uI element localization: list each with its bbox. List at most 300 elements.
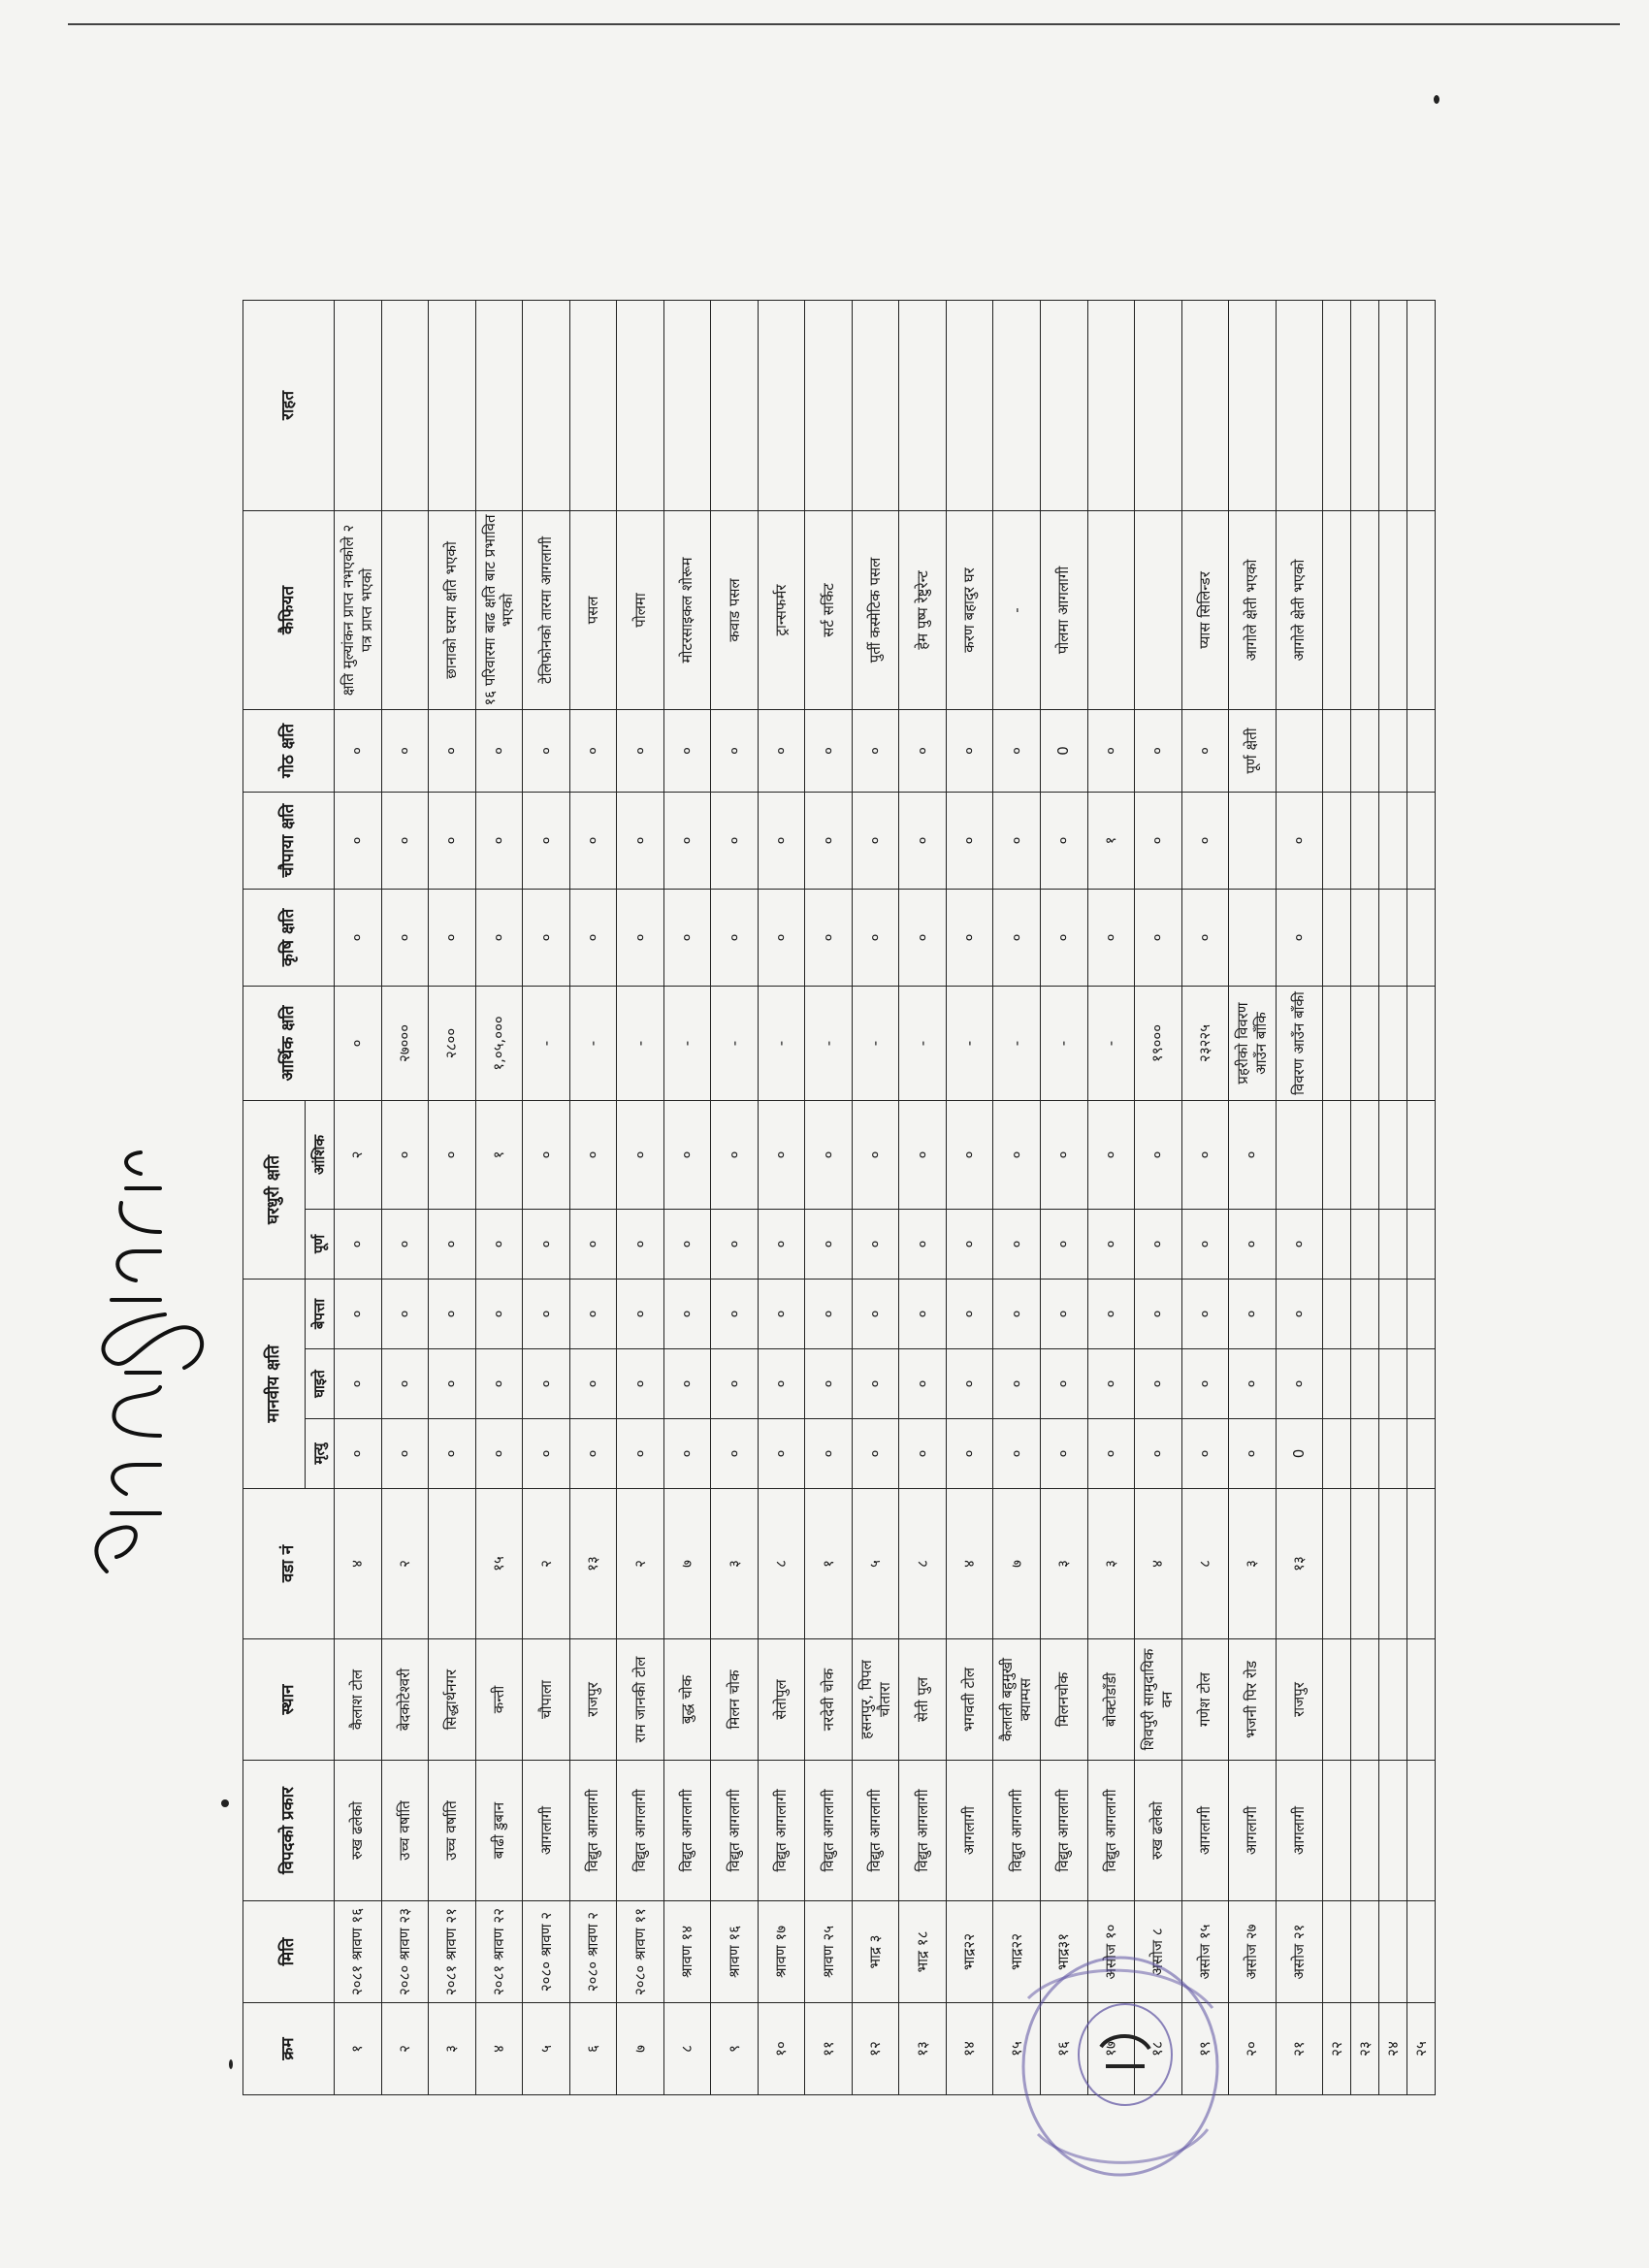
row-house-partial: ० [852,1100,899,1209]
row-house-full: ० [1229,1209,1277,1279]
row-missing: ० [1040,1279,1087,1348]
col-injured: घाइते [306,1349,335,1419]
row-shed-loss: ० [663,709,711,792]
row-house-partial: ० [899,1100,947,1209]
row-place: सेतोपुल [758,1639,805,1761]
row-type: उच्च वर्षाति [429,1761,476,1901]
row-agri-loss: ० [335,889,382,986]
row-econ-loss: प्रहरीको विवरण आउँन बाँकि [1229,986,1277,1100]
disaster-table [242,300,1436,2095]
row-dead: ० [663,1419,711,1489]
row-place: राम जानकी टोल [617,1639,664,1761]
row-agri-loss: ० [1181,889,1229,986]
row-missing: ० [1181,1279,1229,1348]
row-house-full: ० [852,1209,899,1279]
row-sn: १२ [852,2003,899,2095]
row-date: श्रावण १४ [663,1901,711,2003]
row-sn: २ [381,2003,429,2095]
row-relief [805,300,853,510]
row-dead [1378,1419,1406,1489]
row-house-partial: ० [663,1100,711,1209]
row-agri-loss: ० [1135,889,1182,986]
row-shed-loss: ० [758,709,805,792]
row-sn: ११ [805,2003,853,2095]
row-sn: २३ [1351,2003,1379,2095]
row-econ-loss: ० [335,986,382,1100]
row-ward: ८ [899,1489,947,1639]
row-agri-loss: ० [663,889,711,986]
table-row [993,300,1041,2094]
row-agri-loss: ० [805,889,853,986]
row-injured: ० [1135,1349,1182,1419]
col-livestock-loss: चौपाया क्षति [243,792,335,889]
row-date: २०८१ श्रावण १६ [335,1901,382,2003]
row-ward: १५ [475,1489,523,1639]
row-injured: ० [429,1349,476,1419]
row-missing: ० [899,1279,947,1348]
row-dead [1351,1419,1379,1489]
row-shed-loss: ० [569,709,617,792]
row-house-full: ० [1087,1209,1135,1279]
table-row [1406,300,1435,2094]
row-dead: ० [1087,1419,1135,1489]
row-econ-loss: २३२२५ [1181,986,1229,1100]
row-dead: ० [758,1419,805,1489]
row-livestock-loss: ० [1276,792,1323,889]
row-econ-loss: विवरण आउँन बाँकी [1276,986,1323,1100]
row-agri-loss [1351,889,1379,986]
table-row [1276,300,1323,2094]
row-type: विद्युत आगलागी [993,1761,1041,1901]
row-type: विद्युत आगलागी [569,1761,617,1901]
row-relief [1229,300,1277,510]
row-place: बेदकोटेश्वरी [381,1639,429,1761]
row-relief [381,300,429,510]
row-ward: ४ [1135,1489,1182,1639]
table-row [1181,300,1229,2094]
row-house-full: ० [663,1209,711,1279]
row-livestock-loss [1351,792,1379,889]
row-remarks [1378,510,1406,709]
row-place: राजपुर [1276,1639,1323,1761]
row-house-full: ० [569,1209,617,1279]
row-econ-loss: - [852,986,899,1100]
row-agri-loss: ० [381,889,429,986]
row-econ-loss: १,०५,००० [475,986,523,1100]
row-house-full [1323,1209,1351,1279]
table-row [1135,300,1182,2094]
row-agri-loss: ० [429,889,476,986]
row-econ-loss: - [523,986,570,1100]
row-agri-loss: ० [946,889,993,986]
row-house-partial: २ [335,1100,382,1209]
row-dead [1323,1419,1351,1489]
row-injured: ० [381,1349,429,1419]
row-shed-loss: ० [993,709,1041,792]
row-agri-loss: ० [1040,889,1087,986]
row-house-full [1406,1209,1435,1279]
row-house-full: ० [993,1209,1041,1279]
row-type [1351,1761,1379,1901]
row-place: भगवती टोल [946,1639,993,1761]
row-remarks: प्यास सिलिन्डर [1181,510,1229,709]
row-remarks: हेम पुष्प रेष्टुरेन्ट [899,510,947,709]
table-row [946,300,993,2094]
row-date [1323,1901,1351,2003]
row-ward: १३ [569,1489,617,1639]
row-missing: ० [1135,1279,1182,1348]
table-row [1040,300,1087,2094]
row-sn: ५ [523,2003,570,2095]
row-missing: ० [805,1279,853,1348]
row-livestock-loss: ० [1040,792,1087,889]
row-type: रुख ढलेको [1135,1761,1182,1901]
row-injured: ० [758,1349,805,1419]
row-ward: ३ [1087,1489,1135,1639]
row-relief [335,300,382,510]
row-livestock-loss: ० [569,792,617,889]
row-econ-loss: २८०० [429,986,476,1100]
row-remarks [1135,510,1182,709]
row-place [1406,1639,1435,1761]
row-relief [1135,300,1182,510]
row-relief [1323,300,1351,510]
row-place: चौपाला [523,1639,570,1761]
row-date: २०८१ श्रावण २२ [475,1901,523,2003]
row-sn: १८ [1135,2003,1182,2095]
row-date [1378,1901,1406,2003]
table-row [663,300,711,2094]
row-shed-loss: ० [617,709,664,792]
row-econ-loss: - [1040,986,1087,1100]
row-place: कन्ती [475,1639,523,1761]
row-injured: ० [805,1349,853,1419]
row-dead: ० [569,1419,617,1489]
row-date: असोज ८ [1135,1901,1182,2003]
row-livestock-loss: ० [993,792,1041,889]
row-shed-loss: ० [335,709,382,792]
row-remarks: क्षति मुल्यांकन प्राप्त नभएकोले २ पत्र प्राप्त भएको [335,510,382,709]
row-ward [1351,1489,1379,1639]
row-relief [617,300,664,510]
row-agri-loss: ० [523,889,570,986]
row-house-partial: ० [523,1100,570,1209]
row-dead: ० [711,1419,759,1489]
col-house-loss: घरधुरी क्षति [243,1100,306,1279]
col-sn: क्रम [243,2003,335,2095]
row-remarks [1351,510,1379,709]
row-remarks: टेलिफोनको तारमा आगलागी [523,510,570,709]
table-row [475,300,523,2094]
signature [68,1145,213,1591]
row-shed-loss: ० [1181,709,1229,792]
col-ward: वडा नं [243,1489,335,1639]
row-missing: ० [758,1279,805,1348]
row-dead: ० [993,1419,1041,1489]
col-place: स्थान [243,1639,335,1761]
row-house-partial: ० [381,1100,429,1209]
row-livestock-loss: ० [663,792,711,889]
row-house-partial: ० [569,1100,617,1209]
row-sn: २२ [1323,2003,1351,2095]
row-missing: ० [1229,1279,1277,1348]
row-place: कैलाश टोल [335,1639,382,1761]
col-dead: मृत्यु [306,1419,335,1489]
row-house-partial: ० [993,1100,1041,1209]
row-missing: ० [663,1279,711,1348]
row-agri-loss: ० [852,889,899,986]
row-agri-loss: ० [1087,889,1135,986]
row-type: आगलागी [946,1761,993,1901]
row-relief [993,300,1041,510]
row-remarks: पोलमा आगलागी [1040,510,1087,709]
row-relief [852,300,899,510]
row-econ-loss: - [711,986,759,1100]
row-sn: १४ [946,2003,993,2095]
row-missing [1406,1279,1435,1348]
row-shed-loss [1351,709,1379,792]
row-house-full [1378,1209,1406,1279]
row-sn: १९ [1181,2003,1229,2095]
row-dead: ० [381,1419,429,1489]
col-house-full: पूर्ण [306,1209,335,1279]
row-house-full: ० [1040,1209,1087,1279]
row-house-partial: ० [946,1100,993,1209]
col-remarks: कैफियत [243,510,335,709]
page-top-rule [68,23,1620,25]
row-house-partial [1276,1100,1323,1209]
row-place: बुद्ध चोक [663,1639,711,1761]
row-house-partial: ० [1181,1100,1229,1209]
row-date [1351,1901,1379,2003]
row-sn: ४ [475,2003,523,2095]
row-injured: ० [1276,1349,1323,1419]
row-livestock-loss: ० [946,792,993,889]
row-injured: ० [569,1349,617,1419]
row-relief [1181,300,1229,510]
row-injured [1351,1349,1379,1419]
row-sn: १ [335,2003,382,2095]
row-livestock-loss: ० [475,792,523,889]
row-dead: ० [335,1419,382,1489]
row-ward: ४ [335,1489,382,1639]
row-sn: १६ [1040,2003,1087,2095]
row-date: भाद्र२२ [993,1901,1041,2003]
row-agri-loss: ० [993,889,1041,986]
scan-speck [229,2059,233,2069]
row-livestock-loss: १ [1087,792,1135,889]
row-ward: २ [381,1489,429,1639]
row-dead: ० [805,1419,853,1489]
row-injured [1378,1349,1406,1419]
row-house-partial: ० [1229,1100,1277,1209]
row-house-full: ० [1135,1209,1182,1279]
row-place: राजपुर [569,1639,617,1761]
row-type: आगलागी [1229,1761,1277,1901]
table-row [852,300,899,2094]
table-row [899,300,947,2094]
row-remarks: पोलमा [617,510,664,709]
row-missing: ० [523,1279,570,1348]
col-shed-loss: गोठ क्षति [243,709,335,792]
row-econ-loss: - [946,986,993,1100]
row-relief [946,300,993,510]
row-injured: ० [617,1349,664,1419]
row-relief [523,300,570,510]
table-row [1378,300,1406,2094]
col-date: मिति [243,1901,335,2003]
row-place: गणेश टोल [1181,1639,1229,1761]
row-econ-loss: - [758,986,805,1100]
row-econ-loss: १९००० [1135,986,1182,1100]
row-ward: ७ [993,1489,1041,1639]
row-livestock-loss: ० [1181,792,1229,889]
row-house-partial: ० [805,1100,853,1209]
row-injured: ० [1229,1349,1277,1419]
row-missing: ० [617,1279,664,1348]
table-row [569,300,617,2094]
row-ward: ३ [711,1489,759,1639]
table-row [805,300,853,2094]
row-date: २०८० श्रावण २३ [381,1901,429,2003]
row-sn: ९ [711,2003,759,2095]
row-type: रुख ढलेको [335,1761,382,1901]
row-ward: ८ [1181,1489,1229,1639]
row-house-partial: ० [758,1100,805,1209]
table-row [381,300,429,2094]
row-missing: ० [711,1279,759,1348]
col-type: विपदको प्रकार [243,1761,335,1901]
row-type: विद्युत आगलागी [852,1761,899,1901]
row-shed-loss: ० [1087,709,1135,792]
row-house-partial: ० [617,1100,664,1209]
row-place: सिद्धार्थनगर [429,1639,476,1761]
table-row [1323,300,1351,2094]
row-econ-loss: - [805,986,853,1100]
row-relief [569,300,617,510]
row-missing: ० [569,1279,617,1348]
row-remarks: कवाड पसल [711,510,759,709]
row-shed-loss: ० [475,709,523,792]
row-livestock-loss: ० [758,792,805,889]
row-injured: ० [1040,1349,1087,1419]
row-remarks: आगोले क्षेती भएको [1276,510,1323,709]
row-ward: १३ [1276,1489,1323,1639]
row-place: शिवपुरी सामुदायिक वन [1135,1639,1182,1761]
table-row [1229,300,1277,2094]
row-injured: ० [475,1349,523,1419]
row-relief [1087,300,1135,510]
row-date: भाद्र२२ [946,1901,993,2003]
row-livestock-loss: ० [335,792,382,889]
row-place: भजनी पिर रोड [1229,1639,1277,1761]
row-missing: ० [1276,1279,1323,1348]
row-date: श्रावण १६ [711,1901,759,2003]
row-injured: ० [1087,1349,1135,1419]
row-ward [1406,1489,1435,1639]
scan-speck [221,1799,229,1807]
row-livestock-loss: ० [852,792,899,889]
row-type: विद्युत आगलागी [1087,1761,1135,1901]
row-missing: ० [381,1279,429,1348]
row-agri-loss: ० [899,889,947,986]
row-agri-loss: ० [569,889,617,986]
row-ward: १ [805,1489,853,1639]
row-shed-loss: ० [852,709,899,792]
row-livestock-loss [1378,792,1406,889]
row-house-full: ० [805,1209,853,1279]
row-house-full: ० [711,1209,759,1279]
row-date: असोज २१ [1276,1901,1323,2003]
row-agri-loss: ० [711,889,759,986]
row-remarks [1406,510,1435,709]
row-remarks [1087,510,1135,709]
row-date: भाद्र १८ [899,1901,947,2003]
row-shed-loss: ० [381,709,429,792]
row-remarks: - [993,510,1041,709]
row-injured: ० [946,1349,993,1419]
row-relief [1351,300,1379,510]
row-missing: ० [475,1279,523,1348]
row-econ-loss [1406,986,1435,1100]
row-shed-loss: ० [899,709,947,792]
row-shed-loss: ० [1135,709,1182,792]
row-type: विद्युत आगलागी [711,1761,759,1901]
row-house-partial: ० [429,1100,476,1209]
row-dead: ० [429,1419,476,1489]
row-type [1323,1761,1351,1901]
row-remarks: मोटरसाइकल शोरूम [663,510,711,709]
row-type: आगलागी [523,1761,570,1901]
row-place [1351,1639,1379,1761]
row-ward [1323,1489,1351,1639]
row-dead: ० [617,1419,664,1489]
row-house-partial [1351,1100,1379,1209]
row-relief [475,300,523,510]
row-shed-loss [1276,709,1323,792]
row-shed-loss [1406,709,1435,792]
row-sn: १७ [1087,2003,1135,2095]
row-sn: २५ [1406,2003,1435,2095]
row-type: आगलागी [1276,1761,1323,1901]
row-dead: 0 [1276,1419,1323,1489]
row-dead: ० [1181,1419,1229,1489]
row-missing: ० [946,1279,993,1348]
scan-speck [1434,95,1439,104]
row-place: कैलाली बहुमुखी क्याम्पस [993,1639,1041,1761]
row-shed-loss: ० [523,709,570,792]
row-house-full [1351,1209,1379,1279]
row-type: विद्युत आगलागी [758,1761,805,1901]
row-remarks: सर्ट सर्किट [805,510,853,709]
row-house-full: ० [475,1209,523,1279]
row-shed-loss [1378,709,1406,792]
row-date: श्रावण २५ [805,1901,853,2003]
row-injured [1406,1349,1435,1419]
row-date: २०८० श्रावण २ [569,1901,617,2003]
row-sn: १५ [993,2003,1041,2095]
col-econ-loss: आर्थिक क्षति [243,986,335,1100]
row-ward: २ [523,1489,570,1639]
row-house-partial [1406,1100,1435,1209]
row-sn: २१ [1276,2003,1323,2095]
row-place [1378,1639,1406,1761]
row-shed-loss [1323,709,1351,792]
disaster-register [242,301,1436,2095]
row-dead: ० [852,1419,899,1489]
row-place: नरदेवी चोक [805,1639,853,1761]
row-injured: ० [899,1349,947,1419]
